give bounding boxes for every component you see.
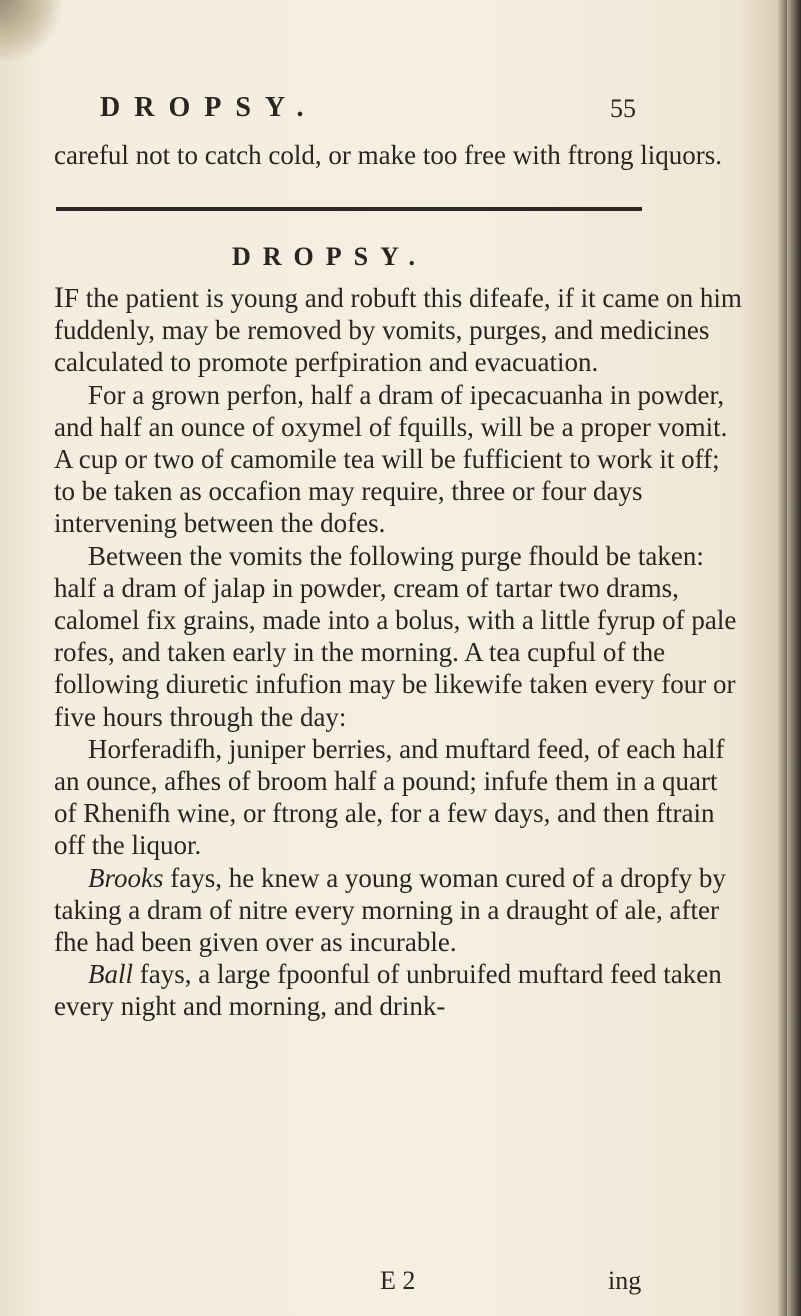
- intro-text: [54, 139, 744, 171]
- page-edge-shadow: [787, 0, 801, 1316]
- page-number: 55: [610, 94, 636, 123]
- paragraph-1: IF the patient is young and robuft this difeafe, if it came on him fuddenly, may be removed by vomits, purges, and medicines calculated to promote perfpiration and evacuation.: [54, 281, 742, 378]
- author-name-ball: Ball: [88, 959, 133, 990]
- body-text: [54, 282, 744, 1023]
- intro-paragraph: careful not to catch cold, or make too free with ftrong liquors.: [54, 140, 723, 170]
- drop-cap: I: [54, 281, 64, 314]
- paragraph-6: Ball fays, a large fpoonful of unbruifed muftard feed taken every night and morning, and drink-: [54, 959, 722, 1022]
- section-title: DROPSY.: [232, 242, 428, 271]
- paragraph-5: Brooks fays, he knew a young woman cured of a dropfy by taking a dram of nitre every morning in a draught of ale, after fhe had been given over as incurable.: [54, 862, 726, 958]
- signature-mark: E 2: [380, 1266, 416, 1295]
- section-divider: [56, 207, 642, 211]
- running-title: DROPSY.: [100, 92, 318, 123]
- paragraph-4: Horferadifh, juniper berries, and muftard feed, of each half an ounce, afhes of broom half a pound; infufe them in a quart of Rhenifh wine, or ftrong ale, for a few days, and then ftrain off the liquor.: [54, 733, 725, 861]
- page-corner-stain: [0, 0, 70, 60]
- paragraph-2: For a grown perfon, half a dram of ipecacuanha in powder, and half an ounce of oxymel of fquills, will be a proper vomit. A cup or two of camomile tea will be fufficient to work it off; to be taken as occafion may require, three or four days intervening between the dofes.: [54, 379, 728, 539]
- page-header: [100, 92, 636, 136]
- paragraph-3: Between the vomits the following purge fhould be taken: half a dram of jalap in powder, cream of tartar two drams, calomel fix grains, made into a bolus, with a little fyrup of pale rofes, and taken early in the morning. A tea cupful of the following diuretic infufion may be likewife taken every four or five hours through the day:: [54, 540, 737, 732]
- author-name-brooks: Brooks: [88, 862, 164, 893]
- catchword: ing: [608, 1266, 642, 1295]
